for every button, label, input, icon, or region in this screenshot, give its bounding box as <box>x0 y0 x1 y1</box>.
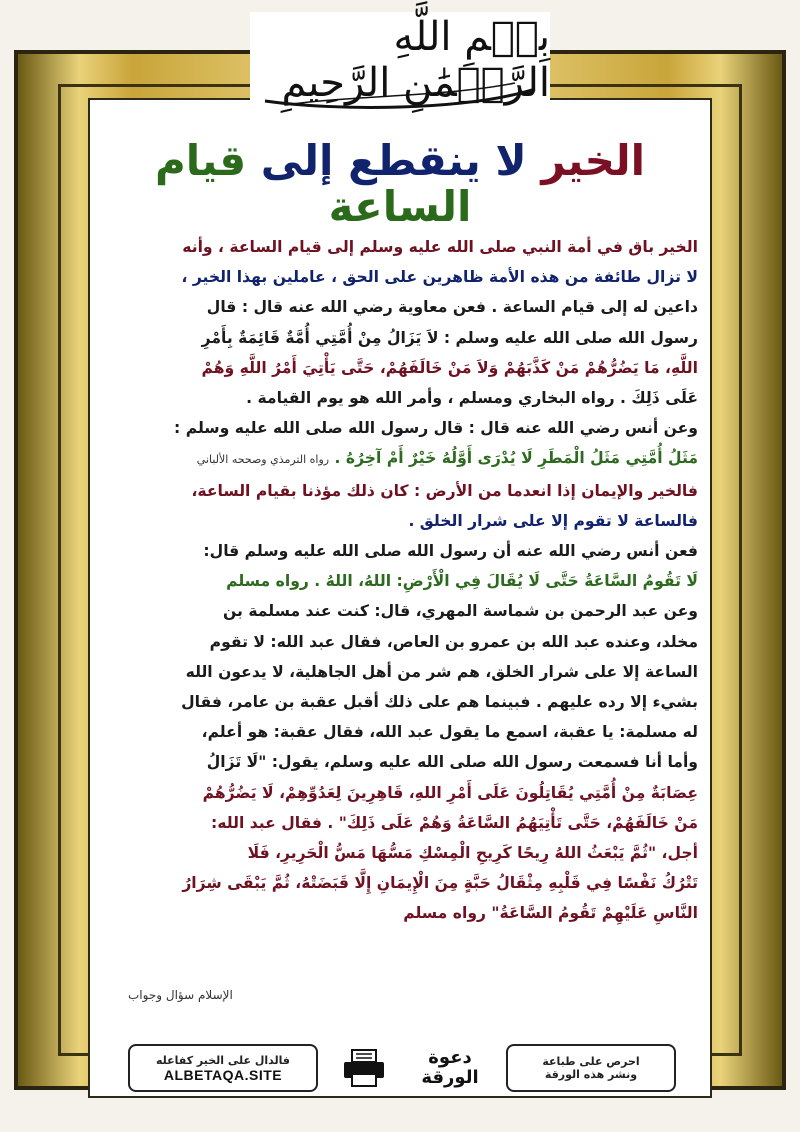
logo-line-2: الورقة <box>421 1067 479 1088</box>
article-line-text: الساعة إلا على شرار الخلق، هم شر من أهل الجاهلية، لا يدعون الله <box>185 662 698 681</box>
article-line-text: لَا تَقُومُ السَّاعَةُ حَتَّى لَا يُقَالَ فِي الْأَرْضِ: اللهُ، اللهُ . رواه مسلم <box>226 572 698 591</box>
title-part-qiyam-alsaah: قيام الساعة <box>154 136 472 232</box>
article-line <box>108 898 698 928</box>
article-line <box>108 232 698 262</box>
article-line <box>108 413 698 443</box>
article-line-text: له مسلمة: يا عقبة، اسمع ما يقول عبد الله، فقال عقبة: هو أعلم، <box>201 723 698 742</box>
article-line <box>108 838 698 868</box>
article-line <box>108 778 698 808</box>
footer-site-link[interactable]: ALBETAQA.SITE <box>163 1066 283 1083</box>
footer-site-box <box>128 1044 318 1092</box>
article-line-text: بشيء إلا رده عليهم . فبينما هم على ذلك أقبل عقبة بن عامر، فقال <box>181 693 698 712</box>
article-line <box>108 657 698 687</box>
source-credit: الإسلام سؤال وجواب <box>128 988 233 1002</box>
article-line-text: مخلد، وعنده عبد الله بن عمرو بن العاص، فقال عبد الله: لا تقوم <box>209 632 698 651</box>
calligraphy-swoosh-icon <box>255 75 545 111</box>
article-line-text: تَتْرُكُ نَفْسًا فِي قَلْبِهِ مِثْقَالُ حَبَّةٍ مِنَ الْإِيمَانِ إِلَّا قَبَضَتْهُ، ثُمَّ يَبْقَى شِرَارُ <box>182 874 698 893</box>
article-line <box>108 627 698 657</box>
footer-print-line-1: احرص على طباعة <box>542 1055 640 1068</box>
article-line <box>108 292 698 322</box>
title-part-ila: إلى <box>260 136 334 185</box>
article-line <box>108 476 698 506</box>
article-line <box>108 566 698 596</box>
footer-bar <box>128 1040 676 1096</box>
article-line-text: أجل، "ثُمَّ يَبْعَثُ اللهُ رِيحًا كَرِيحِ الْمِسْكِ مَسُّهَا مَسُّ الْحَرِيرِ، فَلَا <box>247 844 698 863</box>
article-line-text: اللَّهِ، مَا يَضُرُّهُمْ مَنْ كَذَّبَهُمْ وَلاَ مَنْ خَالَفَهُمْ، حَتَّى يَأْتِيَ أَمْرُ اللَّهِ وَهُمْ <box>201 358 698 377</box>
article-line-text: وعن عبد الرحمن بن شماسة المهري، قال: كنت عند مسلمة بن <box>223 602 698 621</box>
article-line-text: مَثَلُ أُمَّتِي مَثَلُ الْمَطَرِ لَا يُدْرَى أَوَّلُهُ خَيْرٌ أَمْ آخِرُهُ . <box>334 449 698 468</box>
article-body <box>108 232 698 1002</box>
article-line-text: النَّاسِ عَلَيْهِمْ تَقُومُ السَّاعَةُ" رواه مسلم <box>403 904 698 923</box>
printer-icon <box>334 1044 394 1092</box>
footer-print-line-2: ونشر هذه الورقة <box>544 1068 638 1081</box>
footer-print-box <box>506 1044 676 1092</box>
title-part-la-yanqati: لا ينقطع <box>348 136 527 185</box>
article-line <box>108 353 698 383</box>
article-line <box>108 717 698 747</box>
basmala-calligraphy: بِسۡمِ اللَّهِ الرَّحۡمَٰنِ الرَّحِيمِ <box>250 12 550 107</box>
article-line <box>108 596 698 626</box>
article-line <box>108 443 698 475</box>
article-line-text: مَنْ خَالَفَهُمْ، حَتَّى تَأْتِيَهُمُ السَّاعَةُ وَهُمْ عَلَى ذَلِكَ" . فقال عبد الله: <box>211 813 698 832</box>
article-line-text: رسول الله صلى الله عليه وسلم : لاَ يَزَالُ مِنْ أُمَّتِي أُمَّةٌ قَائِمَةٌ بِأَمْرِ <box>201 328 698 347</box>
article-line-text: وأما أنا فسمعت رسول الله صلى الله عليه وسلم، يقول: "لَا تَزَالُ <box>206 753 698 772</box>
article-line-text: داعين له إلى قيام الساعة . فعن معاوية رضي الله عنه قال : قال <box>206 298 698 317</box>
page-title <box>88 138 712 230</box>
title-part-khair: الخير <box>541 136 646 185</box>
article-line-text: فعن أنس رضي الله عنه أن رسول الله صلى الله عليه وسلم قال: <box>203 542 698 561</box>
article-line-text: فالخير والإيمان إذا انعدما من الأرض : كان ذلك مؤذنا بقيام الساعة، <box>191 481 698 500</box>
article-line-text: وعن أنس رضي الله عنه قال : قال رسول الله صلى الله عليه وسلم : <box>174 419 698 438</box>
article-line-text: عِصَابَةٌ مِنْ أُمَّتِي يُقَاتِلُونَ عَلَى أَمْرِ اللهِ، قَاهِرِينَ لِعَدُوِّهِمْ، لَا يَضُرُّهُمْ <box>202 783 698 802</box>
article-line-text: فالساعة لا تقوم إلا على شرار الخلق . <box>408 511 698 530</box>
article-line <box>108 808 698 838</box>
article-line <box>108 747 698 777</box>
article-line-text: الخير باق في أمة النبي صلى الله عليه وسلم إلى قيام الساعة ، وأنه <box>182 238 698 256</box>
article-line <box>108 323 698 353</box>
article-line <box>108 868 698 898</box>
article-line <box>108 536 698 566</box>
hadith-source-note: رواه الترمذي وصححه الألباني <box>196 453 330 467</box>
article-line <box>108 383 698 413</box>
article-line-text: عَلَى ذَلِكَ . رواه البخاري ومسلم ، وأمر الله هو يوم القيامة . <box>246 389 698 408</box>
dawa-logo <box>410 1042 490 1094</box>
article-line <box>108 262 698 292</box>
article-line-text: لا تزال طائفة من هذه الأمة ظاهرين على الحق ، عاملين بهذا الخير ، <box>181 268 698 287</box>
article-line <box>108 687 698 717</box>
footer-slogan: فالدال على الخير كفاعله <box>155 1053 291 1067</box>
article-line <box>108 506 698 536</box>
logo-line-1: دعوة <box>428 1047 472 1068</box>
